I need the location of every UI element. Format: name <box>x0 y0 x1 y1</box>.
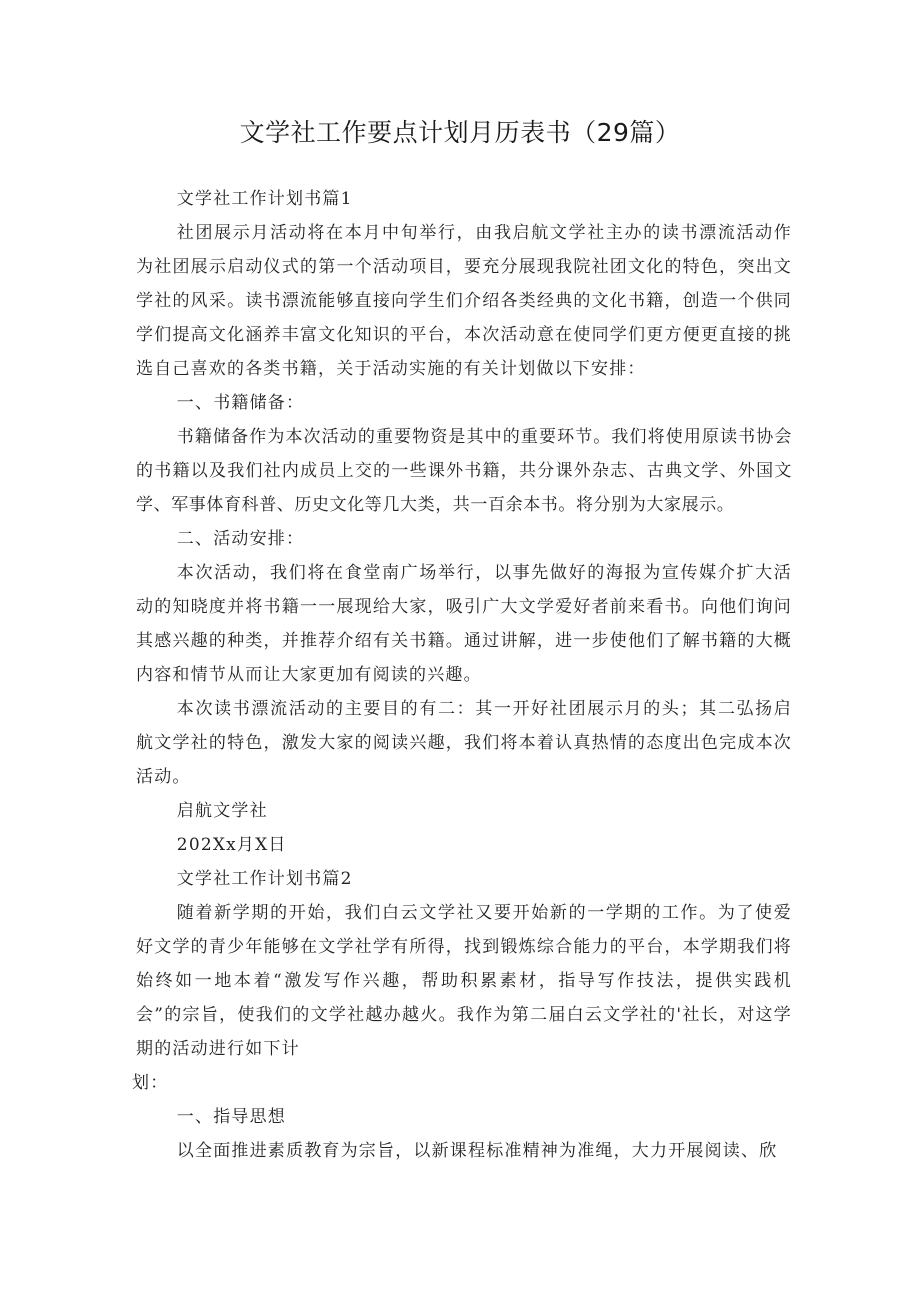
section-heading-2: 文学社工作计划书篇2 <box>176 869 353 889</box>
paragraph: 书籍储备作为本次活动的重要物资是其中的重要环节。我们将使用原读书协会的书籍以及我们社内成员上交的一些课外书籍，共分课外杂志、古典文学、外国文学、军事体育科普、历史文化等几大类，共一百余本书。将分别为大家展示。 <box>136 427 792 515</box>
paragraph-continuation: 划： <box>132 1073 169 1093</box>
document-body <box>132 182 792 1168</box>
subheading: 一、书籍储备： <box>176 393 305 413</box>
signature-org: 启航文学社 <box>176 801 268 821</box>
paragraph: 随着新学期的开始，我们白云文学社又要开始新的一学期的工作。为了使爱好文学的青少年能够在文学社学有所得，找到锻炼综合能力的平台，本学期我们将始终如一地本着“激发写作兴趣，帮助积累素材，指导写作技法，提供实践机会”的宗旨，使我们的文学社越办越火。我作为第二届白云文学社的'社长，对这学期的活动进行如下计 <box>136 903 792 1059</box>
subheading: 一、指导思想 <box>176 1107 286 1127</box>
signature-date: 202Xx月X日 <box>176 835 287 855</box>
paragraph: 本次读书漂流活动的主要目的有二：其一开好社团展示月的头；其二弘扬启航文学社的特色，激发大家的阅读兴趣，我们将本着认真热情的态度出色完成本次活动。 <box>136 699 792 787</box>
paragraph: 社团展示月活动将在本月中旬举行，由我启航文学社主办的读书漂流活动作为社团展示启动仪式的第一个活动项目，要充分展现我院社团文化的特色，突出文学社的风采。读书漂流能够直接向学生们介绍各类经典的文化书籍，创造一个供同学们提高文化涵养丰富文化知识的平台，本次活动意在使同学们更方便更直接的挑选自己喜欢的各类书籍，关于活动实施的有关计划做以下安排： <box>136 223 792 379</box>
paragraph: 以全面推进素质教育为宗旨，以新课程标准精神为准绳，大力开展阅读、欣 <box>176 1141 778 1161</box>
document-title: 文学社工作要点计划月历表书（29篇） <box>239 118 681 147</box>
section-heading-1: 文学社工作计划书篇1 <box>176 189 353 209</box>
subheading: 二、活动安排： <box>176 529 305 549</box>
paragraph: 本次活动，我们将在食堂南广场举行，以事先做好的海报为宣传媒介扩大活动的知晓度并将书籍一一展现给大家，吸引广大文学爱好者前来看书。向他们询问其感兴趣的种类，并推荐介绍有关书籍。通过讲解，进一步使他们了解书籍的大概内容和情节从而让大家更加有阅读的兴趣。 <box>136 563 792 685</box>
